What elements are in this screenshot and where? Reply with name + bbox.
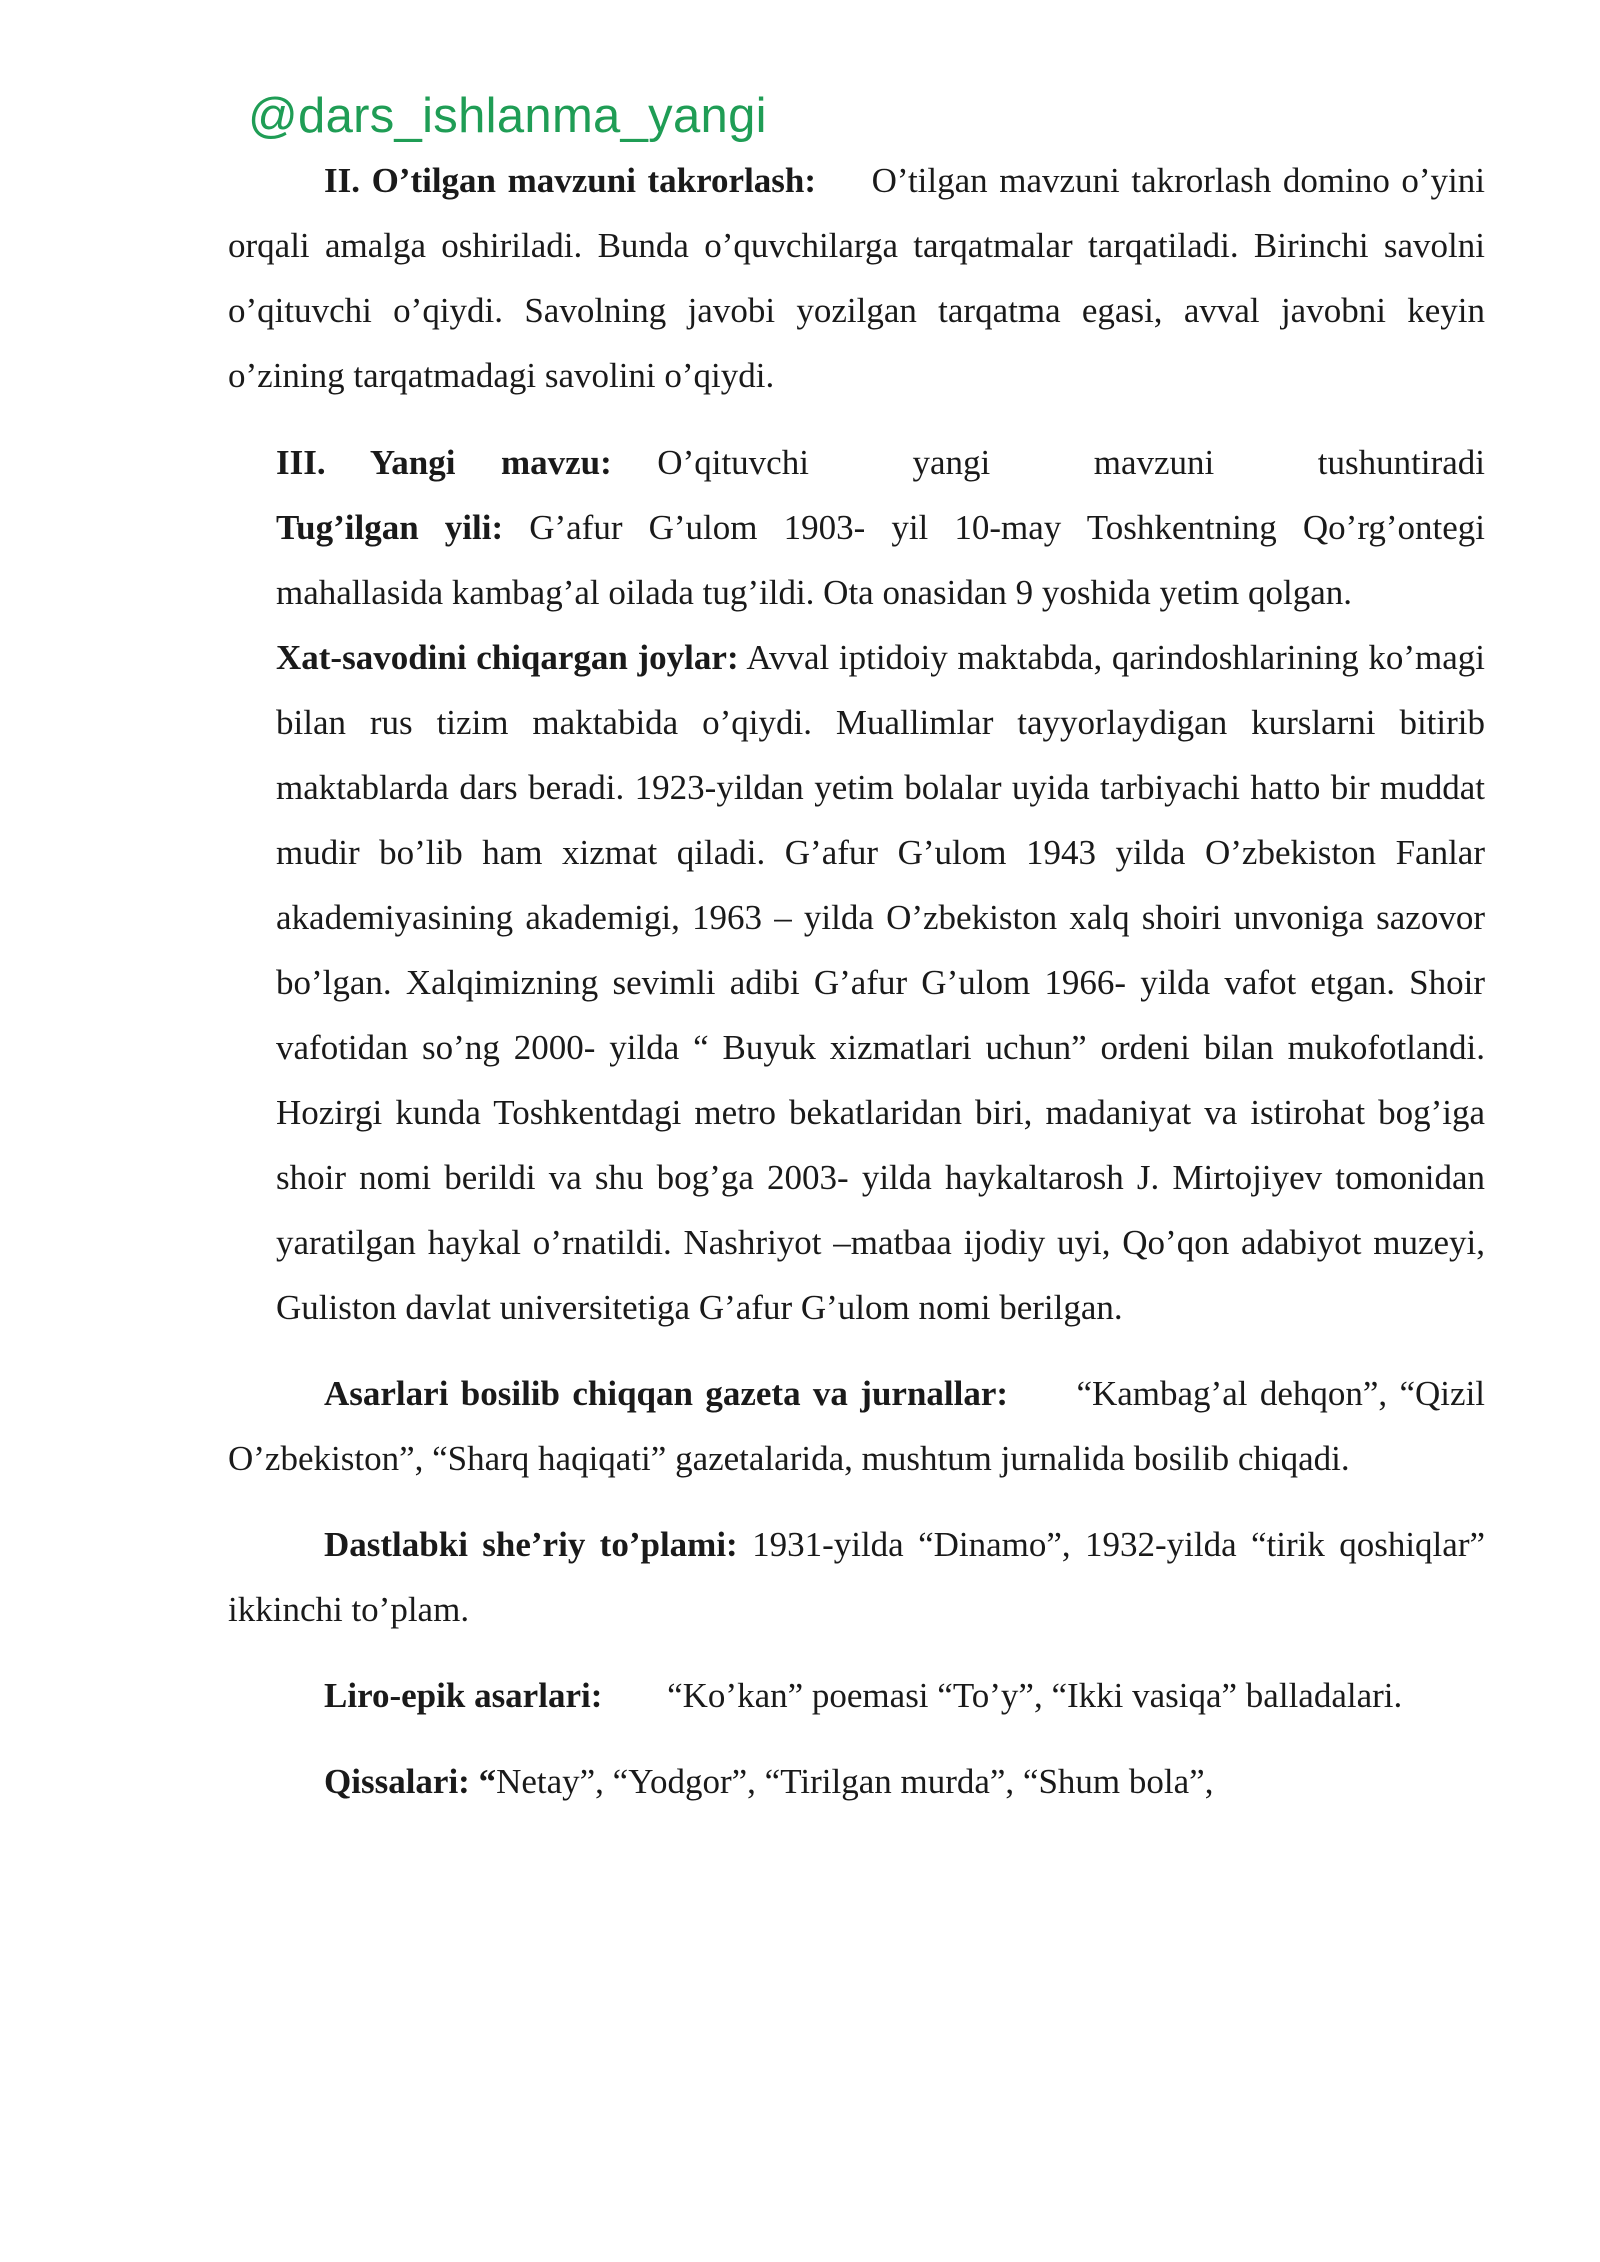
publications-paragraph bbox=[228, 1361, 1485, 1491]
review-heading: II. O’tilgan mavzuni takrorlash: bbox=[324, 161, 817, 200]
stories-heading: Qissalari: “ bbox=[324, 1762, 497, 1801]
stories-text: Netay”, “Yodgor”, “Tirilgan murda”, “Shum bola”, bbox=[496, 1762, 1214, 1801]
education-paragraph bbox=[276, 625, 1485, 1340]
review-paragraph bbox=[228, 148, 1485, 408]
publications-heading: Asarlari bosilib chiqqan gazeta va jurnallar: bbox=[324, 1374, 1009, 1413]
education-text: Avval iptidoiy maktabda, qarindoshlarining ko’magi bilan rus tizim maktabida o’qiydi. Muallimlar tayyorlaydigan kurslarni bitirib maktablarda dars beradi. 1923-yildan yetim bolalar uyida tarbiyachi hatto bir muddat mudir bo’lib ham xizmat qiladi. G’afur G’ulom 1943 yilda O’zbekiston Fanlar akademiyasining akademigi, 1963 – yilda O’zbekiston xalq shoiri unvoniga sazovor bo’lgan. Xalqimizning sevimli adibi G’afur G’ulom 1966- yilda vafot etgan. Shoir vafotidan so’ng 2000- yilda “ Buyuk xizmatlari uchun” ordeni bilan mukofotlandi. Hozirgi kunda Toshkentdagi metro bekatlaridan biri, madaniyat va istirohat bog’iga shoir nomi berildi va shu bog’ga 2003- yilda haykaltarosh J. Mirtojiyev tomonidan yaratilgan haykal o’rnatildi. Nashriyot –matbaa ijodiy uyi, Qo’qon adabiyot muzeyi, Guliston davlat universitetiga G’afur G’ulom nomi berilgan. bbox=[276, 638, 1485, 1327]
first-collection-heading: Dastlabki she’riy to’plami: bbox=[324, 1525, 738, 1564]
first-collection-paragraph bbox=[228, 1512, 1485, 1642]
new-topic-heading: III. Yangi mavzu: bbox=[276, 443, 612, 482]
first-collection-text: 1931-yilda “Dinamo”, 1932-yilda “tirik qoshiqlar” ikkinchi to’plam. bbox=[228, 1525, 1486, 1629]
lyric-epic-text: “Ko’kan” poemasi “To’y”, “Ikki vasiqa” balladalari. bbox=[667, 1676, 1403, 1715]
birth-text: G’afur G’ulom 1903- yil 10-may Toshkentning Qo’rg’ontegi mahallasida kambag’al oilada tug’ildi. Ota onasidan 9 yoshida yetim qolgan. bbox=[276, 508, 1486, 612]
publications-text: “Kambag’al dehqon”, “Qizil O’zbekiston”, “Sharq haqiqati” gazetalarida, mushtum jurnalida bosilib chiqadi. bbox=[228, 1374, 1486, 1478]
stories-paragraph bbox=[228, 1749, 1485, 1814]
document-page bbox=[228, 148, 1485, 1814]
channel-watermark: @dars_ishlanma_yangi bbox=[248, 89, 767, 143]
lyric-epic-heading: Liro-epik asarlari: bbox=[324, 1676, 603, 1715]
birth-heading: Tug’ilgan yili: bbox=[276, 508, 504, 547]
new-topic-paragraph bbox=[276, 430, 1485, 495]
new-topic-text: O’qituvchi yangi mavzuni tushuntiradi bbox=[657, 443, 1485, 482]
birth-paragraph bbox=[276, 495, 1485, 625]
education-heading: Xat-savodini chiqargan joylar: bbox=[276, 638, 739, 677]
review-text: O’tilgan mavzuni takrorlash domino o’yini orqali amalga oshiriladi. Bunda o’quvchilarga tarqatmalar tarqatiladi. Birinchi savolni o’qituvchi o’qiydi. Savolning javobi yozilgan tarqatma egasi, avval javobni keyin o’zining tarqatmadagi savolini o’qiydi. bbox=[228, 161, 1486, 395]
new-topic-block bbox=[228, 430, 1485, 1340]
lyric-epic-paragraph bbox=[228, 1663, 1485, 1728]
